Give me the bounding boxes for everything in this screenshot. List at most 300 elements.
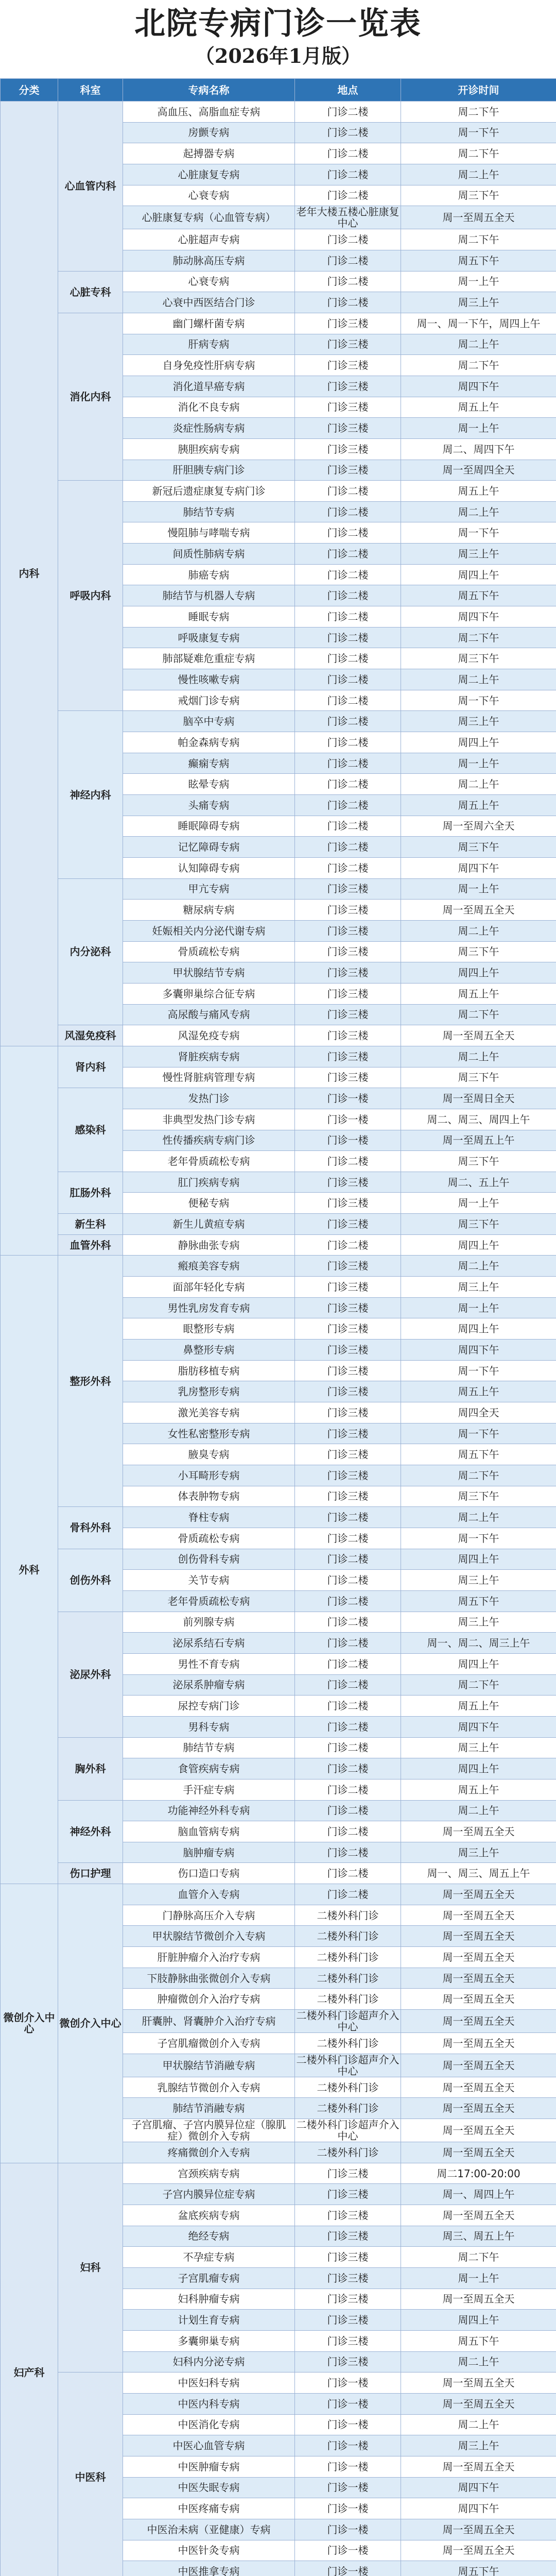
department-cell: 心血管内科	[58, 101, 123, 272]
location-cell: 门诊一楼	[295, 2540, 401, 2561]
clinic-name-cell: 子宫内膜异位症专病	[123, 2184, 295, 2205]
location-cell: 门诊二楼	[295, 795, 401, 816]
hours-cell: 周一至周五全天	[401, 2119, 556, 2142]
clinic-name-cell: 功能神经外科专病	[123, 1800, 295, 1821]
clinic-name-cell: 房颤专病	[123, 122, 295, 143]
hours-cell: 周五下午	[401, 250, 556, 271]
clinic-name-cell: 心衰专病	[123, 271, 295, 292]
department-cell: 风湿免疫科	[58, 1025, 123, 1046]
clinic-name-cell: 不孕症专病	[123, 2247, 295, 2268]
clinic-name-cell: 中医疼痛专病	[123, 2498, 295, 2519]
clinic-table	[0, 78, 556, 2576]
department-cell: 神经内科	[58, 711, 123, 878]
department-cell: 新生科	[58, 1214, 123, 1235]
table-row	[1, 711, 556, 732]
hours-cell: 周二下午	[401, 1004, 556, 1025]
location-cell: 门诊一楼	[295, 2498, 401, 2519]
clinic-name-cell: 肝病专病	[123, 334, 295, 355]
location-cell: 门诊三楼	[295, 1360, 401, 1381]
hours-cell: 周三上午	[401, 544, 556, 565]
clinic-name-cell: 子宫肌瘤、子宫内膜异位症（腺肌症）微创介入专病	[123, 2119, 295, 2142]
clinic-name-cell: 乳腺结节微创介入专病	[123, 2077, 295, 2098]
clinic-name-cell: 中医肿瘤专病	[123, 2456, 295, 2477]
clinic-name-cell: 体表肿物专病	[123, 1486, 295, 1507]
hours-cell: 周四上午	[401, 1653, 556, 1674]
location-cell: 门诊二楼	[295, 271, 401, 292]
location-cell: 门诊二楼	[295, 250, 401, 271]
hours-cell: 周二、周四下午	[401, 438, 556, 460]
hours-cell: 周五上午	[401, 397, 556, 418]
location-cell: 门诊三楼	[295, 376, 401, 397]
clinic-name-cell: 疼痛微创介入专病	[123, 2142, 295, 2163]
clinic-name-cell: 食管疾病专病	[123, 1758, 295, 1780]
location-cell: 门诊三楼	[295, 1340, 401, 1361]
hours-cell: 周二上午	[401, 2414, 556, 2435]
clinic-name-cell: 中医治未病（亚健康）专病	[123, 2519, 295, 2540]
clinic-name-cell: 妊娠相关内分泌代谢专病	[123, 920, 295, 941]
location-cell: 门诊二楼	[295, 544, 401, 565]
location-cell: 门诊三楼	[295, 1214, 401, 1235]
location-cell: 门诊三楼	[295, 1297, 401, 1318]
location-cell: 门诊二楼	[295, 732, 401, 753]
location-cell: 门诊二楼	[295, 1612, 401, 1633]
hours-cell: 周一上午	[401, 878, 556, 900]
location-cell: 门诊三楼	[295, 1004, 401, 1025]
clinic-name-cell: 肝脏肿瘤介入治疗专病	[123, 1947, 295, 1968]
hours-cell: 周三下午	[401, 941, 556, 962]
clinic-name-cell: 激光美容专病	[123, 1402, 295, 1423]
table-row	[1, 271, 556, 292]
clinic-name-cell: 非典型发热门诊专病	[123, 1109, 295, 1130]
hours-cell: 周一至周五全天	[401, 1968, 556, 1989]
hours-cell: 周二上午	[401, 1256, 556, 1277]
hours-cell: 周一下午	[401, 122, 556, 143]
clinic-name-cell: 男性乳房发育专病	[123, 1297, 295, 1318]
hours-cell: 周三下午	[401, 1151, 556, 1172]
clinic-name-cell: 肺结节消融专病	[123, 2098, 295, 2119]
location-cell: 二楼外科门诊	[295, 1905, 401, 1926]
clinic-name-cell: 中医失眠专病	[123, 2477, 295, 2498]
location-cell: 门诊二楼	[295, 1863, 401, 1884]
page-title: 北院专病门诊一览表	[134, 6, 422, 42]
location-cell: 门诊三楼	[295, 1025, 401, 1046]
location-cell: 门诊二楼	[295, 816, 401, 837]
location-cell: 门诊一楼	[295, 2393, 401, 2414]
column-header: 地点	[295, 79, 401, 101]
hours-cell: 周四下午	[401, 2498, 556, 2519]
hours-cell: 周一、周二、周三上午	[401, 1633, 556, 1654]
hours-cell: 周三下午	[401, 185, 556, 206]
clinic-name-cell: 肺动脉高压专病	[123, 250, 295, 271]
clinic-name-cell: 消化道早癌专病	[123, 376, 295, 397]
clinic-name-cell: 肺部疑难危重症专病	[123, 648, 295, 669]
clinic-name-cell: 发热门诊	[123, 1088, 295, 1109]
clinic-name-cell: 中医妇科专病	[123, 2372, 295, 2394]
department-cell: 心脏专科	[58, 271, 123, 313]
hours-cell: 周三上午	[401, 1570, 556, 1591]
clinic-name-cell: 创伤骨科专病	[123, 1549, 295, 1570]
location-cell: 门诊二楼	[295, 481, 401, 502]
clinic-name-cell: 骨质疏松专病	[123, 941, 295, 962]
table-row	[1, 2163, 556, 2184]
location-cell: 门诊二楼	[295, 1800, 401, 1821]
hours-cell: 周五下午	[401, 585, 556, 606]
hours-cell: 周五下午	[401, 2330, 556, 2351]
clinic-name-cell: 女性私密整形专病	[123, 1423, 295, 1444]
location-cell: 门诊二楼	[295, 606, 401, 628]
department-cell: 肛肠外科	[58, 1172, 123, 1213]
hours-cell: 周一、周四上午	[401, 2184, 556, 2205]
hours-cell: 周五下午	[401, 1590, 556, 1612]
clinic-name-cell: 尿控专病门诊	[123, 1696, 295, 1717]
department-cell: 整形外科	[58, 1256, 123, 1507]
clinic-name-cell: 间质性肺病专病	[123, 544, 295, 565]
hours-cell: 周二上午	[401, 501, 556, 522]
hours-cell: 周一下午	[401, 1528, 556, 1549]
clinic-name-cell: 计划生育专病	[123, 2310, 295, 2331]
hours-cell: 周五上午	[401, 1779, 556, 1800]
hours-cell: 周一上午	[401, 2267, 556, 2289]
location-cell: 门诊二楼	[295, 164, 401, 185]
hours-cell: 周三上午	[401, 2435, 556, 2456]
clinic-name-cell: 甲状腺结节微创介入专病	[123, 1926, 295, 1947]
clinic-name-cell: 认知障碍专病	[123, 857, 295, 878]
clinic-name-cell: 肺结节专病	[123, 501, 295, 522]
hours-cell: 周二下午	[401, 627, 556, 648]
clinic-name-cell: 关节专病	[123, 1570, 295, 1591]
hours-cell: 周三上午	[401, 711, 556, 732]
column-header: 分类	[1, 79, 58, 101]
location-cell: 门诊三楼	[295, 1277, 401, 1298]
location-cell: 门诊一楼	[295, 2435, 401, 2456]
hours-cell: 周二、五上午	[401, 1172, 556, 1193]
location-cell: 门诊二楼	[295, 185, 401, 206]
clinic-name-cell: 肾脏疾病专病	[123, 1046, 295, 1067]
clinic-name-cell: 伤口造口专病	[123, 1863, 295, 1884]
table-row	[1, 1549, 556, 1570]
clinic-name-cell: 心脏康复专病	[123, 164, 295, 185]
department-cell: 血管外科	[58, 1234, 123, 1256]
location-cell: 门诊三楼	[295, 983, 401, 1004]
clinic-name-cell: 起搏器专病	[123, 143, 295, 164]
location-cell: 门诊二楼	[295, 1737, 401, 1758]
hours-cell: 周一至周五全天	[401, 1947, 556, 1968]
location-cell: 门诊三楼	[295, 418, 401, 439]
hours-cell: 周二上午	[401, 774, 556, 795]
clinic-name-cell: 肺结节专病	[123, 1737, 295, 1758]
clinic-name-cell: 门静脉高压介入专病	[123, 1905, 295, 1926]
location-cell: 门诊三楼	[295, 2351, 401, 2372]
clinic-name-cell: 性传播疾病专病门诊	[123, 1130, 295, 1151]
hours-cell: 周二上午	[401, 164, 556, 185]
clinic-name-cell: 心衰中西医结合门诊	[123, 292, 295, 313]
clinic-name-cell: 子宫肌瘤微创介入专病	[123, 2033, 295, 2054]
clinic-name-cell: 脑血管病专病	[123, 1821, 295, 1842]
table-row	[1, 1256, 556, 1277]
clinic-name-cell: 心衰专病	[123, 185, 295, 206]
hours-cell: 周四上午	[401, 1234, 556, 1256]
hours-cell: 周二上午	[401, 1800, 556, 1821]
location-cell: 二楼外科门诊超声介入中心	[295, 2119, 401, 2142]
hours-cell: 周四上午	[401, 1758, 556, 1780]
hours-cell: 周三下午	[401, 837, 556, 858]
hours-cell: 周一至周五全天	[401, 1989, 556, 2010]
location-cell: 门诊三楼	[295, 2205, 401, 2226]
hours-cell: 周一下午	[401, 522, 556, 544]
clinic-name-cell: 手汗症专病	[123, 1779, 295, 1800]
location-cell: 门诊三楼	[295, 941, 401, 962]
department-cell: 内分泌科	[58, 878, 123, 1025]
hours-cell: 周一至周五上午	[401, 1130, 556, 1151]
hours-cell: 周二上午	[401, 920, 556, 941]
clinic-name-cell: 中医内科专病	[123, 2393, 295, 2414]
department-cell: 胸外科	[58, 1737, 123, 1800]
clinic-name-cell: 中医消化专病	[123, 2414, 295, 2435]
clinic-name-cell: 睡眠专病	[123, 606, 295, 628]
location-cell: 老年大楼五楼心脏康复中心	[295, 206, 401, 229]
location-cell: 门诊三楼	[295, 2310, 401, 2331]
table-row	[1, 1234, 556, 1256]
location-cell: 门诊二楼	[295, 627, 401, 648]
table-row	[1, 1612, 556, 1633]
hours-cell: 周三上午	[401, 1277, 556, 1298]
hours-cell: 周一至周五全天	[401, 2372, 556, 2394]
clinic-name-cell: 盆底疾病专病	[123, 2205, 295, 2226]
hours-cell: 周一至周五全天	[401, 2519, 556, 2540]
table-row	[1, 1507, 556, 1528]
hours-cell: 周一至周日全天	[401, 1088, 556, 1109]
table-row	[1, 1800, 556, 1821]
location-cell: 二楼外科门诊超声介入中心	[295, 2054, 401, 2077]
clinic-name-cell: 脊柱专病	[123, 1507, 295, 1528]
clinic-name-cell: 妇科肿瘤专病	[123, 2289, 295, 2310]
hours-cell: 周一至周五全天	[401, 2033, 556, 2054]
location-cell: 门诊二楼	[295, 857, 401, 878]
location-cell: 门诊二楼	[295, 1674, 401, 1696]
page-subtitle: （2026年1月版）	[195, 44, 361, 67]
hours-cell: 周三上午	[401, 1612, 556, 1633]
location-cell: 门诊三楼	[295, 878, 401, 900]
table-row	[1, 1863, 556, 1884]
clinic-name-cell: 小耳畸形专病	[123, 1465, 295, 1486]
clinic-name-cell: 记忆障碍专病	[123, 837, 295, 858]
location-cell: 门诊二楼	[295, 1842, 401, 1863]
hours-cell: 周二、周三、周四上午	[401, 1109, 556, 1130]
table-row	[1, 1884, 556, 1905]
location-cell: 门诊二楼	[295, 143, 401, 164]
clinic-name-cell: 新冠后遗症康复专病门诊	[123, 481, 295, 502]
clinic-name-cell: 腋臭专病	[123, 1444, 295, 1465]
location-cell: 门诊三楼	[295, 962, 401, 984]
clinic-name-cell: 新生儿黄疸专病	[123, 1214, 295, 1235]
hours-cell: 周四上午	[401, 732, 556, 753]
location-cell: 门诊二楼	[295, 564, 401, 585]
location-cell: 门诊二楼	[295, 690, 401, 711]
location-cell: 门诊三楼	[295, 900, 401, 921]
hours-cell: 周三下午	[401, 1486, 556, 1507]
location-cell: 门诊二楼	[295, 1821, 401, 1842]
department-cell: 微创介入中心	[58, 1884, 123, 2163]
hours-cell: 周二上午	[401, 669, 556, 690]
clinic-name-cell: 绝经专病	[123, 2226, 295, 2247]
hours-cell: 周一至周五全天	[401, 1926, 556, 1947]
location-cell: 门诊二楼	[295, 101, 401, 123]
location-cell: 门诊三楼	[295, 1172, 401, 1193]
hours-cell: 周二下午	[401, 2247, 556, 2268]
hours-cell: 周三下午	[401, 1067, 556, 1088]
location-cell: 门诊一楼	[295, 1088, 401, 1109]
location-cell: 门诊三楼	[295, 438, 401, 460]
location-cell: 门诊二楼	[295, 1653, 401, 1674]
hours-cell: 周二17:00-20:00	[401, 2163, 556, 2184]
clinic-name-cell: 肛门疾病专病	[123, 1172, 295, 1193]
hours-cell: 周二上午	[401, 2351, 556, 2372]
clinic-name-cell: 慢性肾脏病管理专病	[123, 1067, 295, 1088]
location-cell: 二楼外科门诊	[295, 2142, 401, 2163]
hours-cell: 周二下午	[401, 1465, 556, 1486]
table-row	[1, 1046, 556, 1067]
clinic-name-cell: 静脉曲张专病	[123, 1234, 295, 1256]
location-cell: 门诊三楼	[295, 397, 401, 418]
hours-cell: 周一至周五全天	[401, 2393, 556, 2414]
clinic-name-cell: 男性不育专病	[123, 1653, 295, 1674]
hours-cell: 周四下午	[401, 1340, 556, 1361]
location-cell: 门诊二楼	[295, 1696, 401, 1717]
location-cell: 门诊一楼	[295, 1130, 401, 1151]
clinic-name-cell: 子宫肌瘤专病	[123, 2267, 295, 2289]
table-row	[1, 2372, 556, 2394]
location-cell: 门诊三楼	[295, 2330, 401, 2351]
clinic-name-cell: 胰胆疾病专病	[123, 438, 295, 460]
location-cell: 门诊三楼	[295, 1423, 401, 1444]
location-cell: 门诊二楼	[295, 122, 401, 143]
clinic-name-cell: 帕金森病专病	[123, 732, 295, 753]
hours-cell: 周四下午	[401, 606, 556, 628]
location-cell: 门诊三楼	[295, 1067, 401, 1088]
table-row	[1, 878, 556, 900]
table-row	[1, 101, 556, 123]
hours-cell: 周一至周五全天	[401, 2540, 556, 2561]
clinic-name-cell: 心脏康复专病（心血管专病）	[123, 206, 295, 229]
location-cell: 门诊二楼	[295, 1528, 401, 1549]
hours-cell: 周四下午	[401, 857, 556, 878]
clinic-name-cell: 甲状腺结节消融专病	[123, 2054, 295, 2077]
clinic-name-cell: 糖尿病专病	[123, 900, 295, 921]
clinic-name-cell: 老年骨质疏松专病	[123, 1590, 295, 1612]
clinic-name-cell: 戒烟门诊专病	[123, 690, 295, 711]
location-cell: 门诊二楼	[295, 711, 401, 732]
location-cell: 门诊一楼	[295, 2456, 401, 2477]
clinic-name-cell: 肿瘤微创介入治疗专病	[123, 1989, 295, 2010]
location-cell: 门诊二楼	[295, 1633, 401, 1654]
location-cell: 门诊二楼	[295, 1590, 401, 1612]
clinic-name-cell: 中医推拿专病	[123, 2561, 295, 2576]
location-cell: 门诊二楼	[295, 1570, 401, 1591]
category-cell: 外科	[1, 1256, 58, 1884]
location-cell: 门诊二楼	[295, 585, 401, 606]
location-cell: 门诊二楼	[295, 753, 401, 774]
clinic-name-cell: 心脏超声专病	[123, 229, 295, 250]
location-cell: 门诊一楼	[295, 2477, 401, 2498]
clinic-name-cell: 下肢静脉曲张微创介入专病	[123, 1968, 295, 1989]
clinic-name-cell: 头痛专病	[123, 795, 295, 816]
table-row	[1, 481, 556, 502]
location-cell: 二楼外科门诊	[295, 1947, 401, 1968]
clinic-name-cell: 甲亢专病	[123, 878, 295, 900]
location-cell: 二楼外科门诊	[295, 1926, 401, 1947]
table-row	[1, 1737, 556, 1758]
hours-cell: 周一至周五全天	[401, 2289, 556, 2310]
location-cell: 门诊二楼	[295, 837, 401, 858]
department-cell: 创伤外科	[58, 1549, 123, 1612]
hours-cell: 周一至周五全天	[401, 1025, 556, 1046]
clinic-name-cell: 眼整形专病	[123, 1318, 295, 1340]
clinic-name-cell: 高血压、高脂血症专病	[123, 101, 295, 123]
clinic-name-cell: 炎症性肠病专病	[123, 418, 295, 439]
table-row	[1, 1025, 556, 1046]
hours-cell: 周一至周五全天	[401, 2010, 556, 2033]
hours-cell: 周一至周五全天	[401, 2054, 556, 2077]
table-body	[1, 101, 556, 2576]
clinic-name-cell: 便秘专病	[123, 1193, 295, 1214]
clinic-name-cell: 肺结节与机器人专病	[123, 585, 295, 606]
table-header-row	[1, 79, 556, 101]
hours-cell: 周二上午	[401, 1046, 556, 1067]
hours-cell: 周二下午	[401, 355, 556, 376]
location-cell: 门诊一楼	[295, 2561, 401, 2576]
location-cell: 门诊三楼	[295, 355, 401, 376]
clinic-name-cell: 泌尿系肿瘤专病	[123, 1674, 295, 1696]
location-cell: 门诊三楼	[295, 2163, 401, 2184]
clinic-name-cell: 脑卒中专病	[123, 711, 295, 732]
clinic-name-cell: 泌尿系结石专病	[123, 1633, 295, 1654]
table-row	[1, 1214, 556, 1235]
hours-cell: 周二下午	[401, 143, 556, 164]
hours-cell: 周二上午	[401, 334, 556, 355]
location-cell: 门诊三楼	[295, 1486, 401, 1507]
location-cell: 门诊二楼	[295, 229, 401, 250]
location-cell: 门诊二楼	[295, 1779, 401, 1800]
location-cell: 门诊二楼	[295, 1758, 401, 1780]
location-cell: 门诊二楼	[295, 648, 401, 669]
department-cell: 中医科	[58, 2372, 123, 2576]
location-cell: 门诊三楼	[295, 2184, 401, 2205]
hours-cell: 周一下午	[401, 690, 556, 711]
location-cell: 门诊三楼	[295, 1256, 401, 1277]
location-cell: 门诊二楼	[295, 292, 401, 313]
clinic-name-cell: 肝胆胰专病门诊	[123, 460, 295, 481]
hours-cell: 周一上午	[401, 753, 556, 774]
hours-cell: 周一上午	[401, 418, 556, 439]
table-row	[1, 1088, 556, 1109]
hours-cell: 周一至周五全天	[401, 206, 556, 229]
clinic-name-cell: 消化不良专病	[123, 397, 295, 418]
hours-cell: 周一上午	[401, 1297, 556, 1318]
clinic-name-cell: 甲状腺结节专病	[123, 962, 295, 984]
hours-cell: 周四上午	[401, 2310, 556, 2331]
clinic-name-cell: 前列腺专病	[123, 1612, 295, 1633]
hours-cell: 周三、周五上午	[401, 2226, 556, 2247]
location-cell: 二楼外科门诊	[295, 1968, 401, 1989]
hours-cell: 周一至周五全天	[401, 1821, 556, 1842]
location-cell: 门诊二楼	[295, 1884, 401, 1905]
hours-cell: 周一下午	[401, 1360, 556, 1381]
location-cell: 门诊三楼	[295, 460, 401, 481]
department-cell: 神经外科	[58, 1800, 123, 1863]
department-cell: 消化内科	[58, 313, 123, 480]
hours-cell: 周四上午	[401, 564, 556, 585]
location-cell: 门诊一楼	[295, 2372, 401, 2394]
